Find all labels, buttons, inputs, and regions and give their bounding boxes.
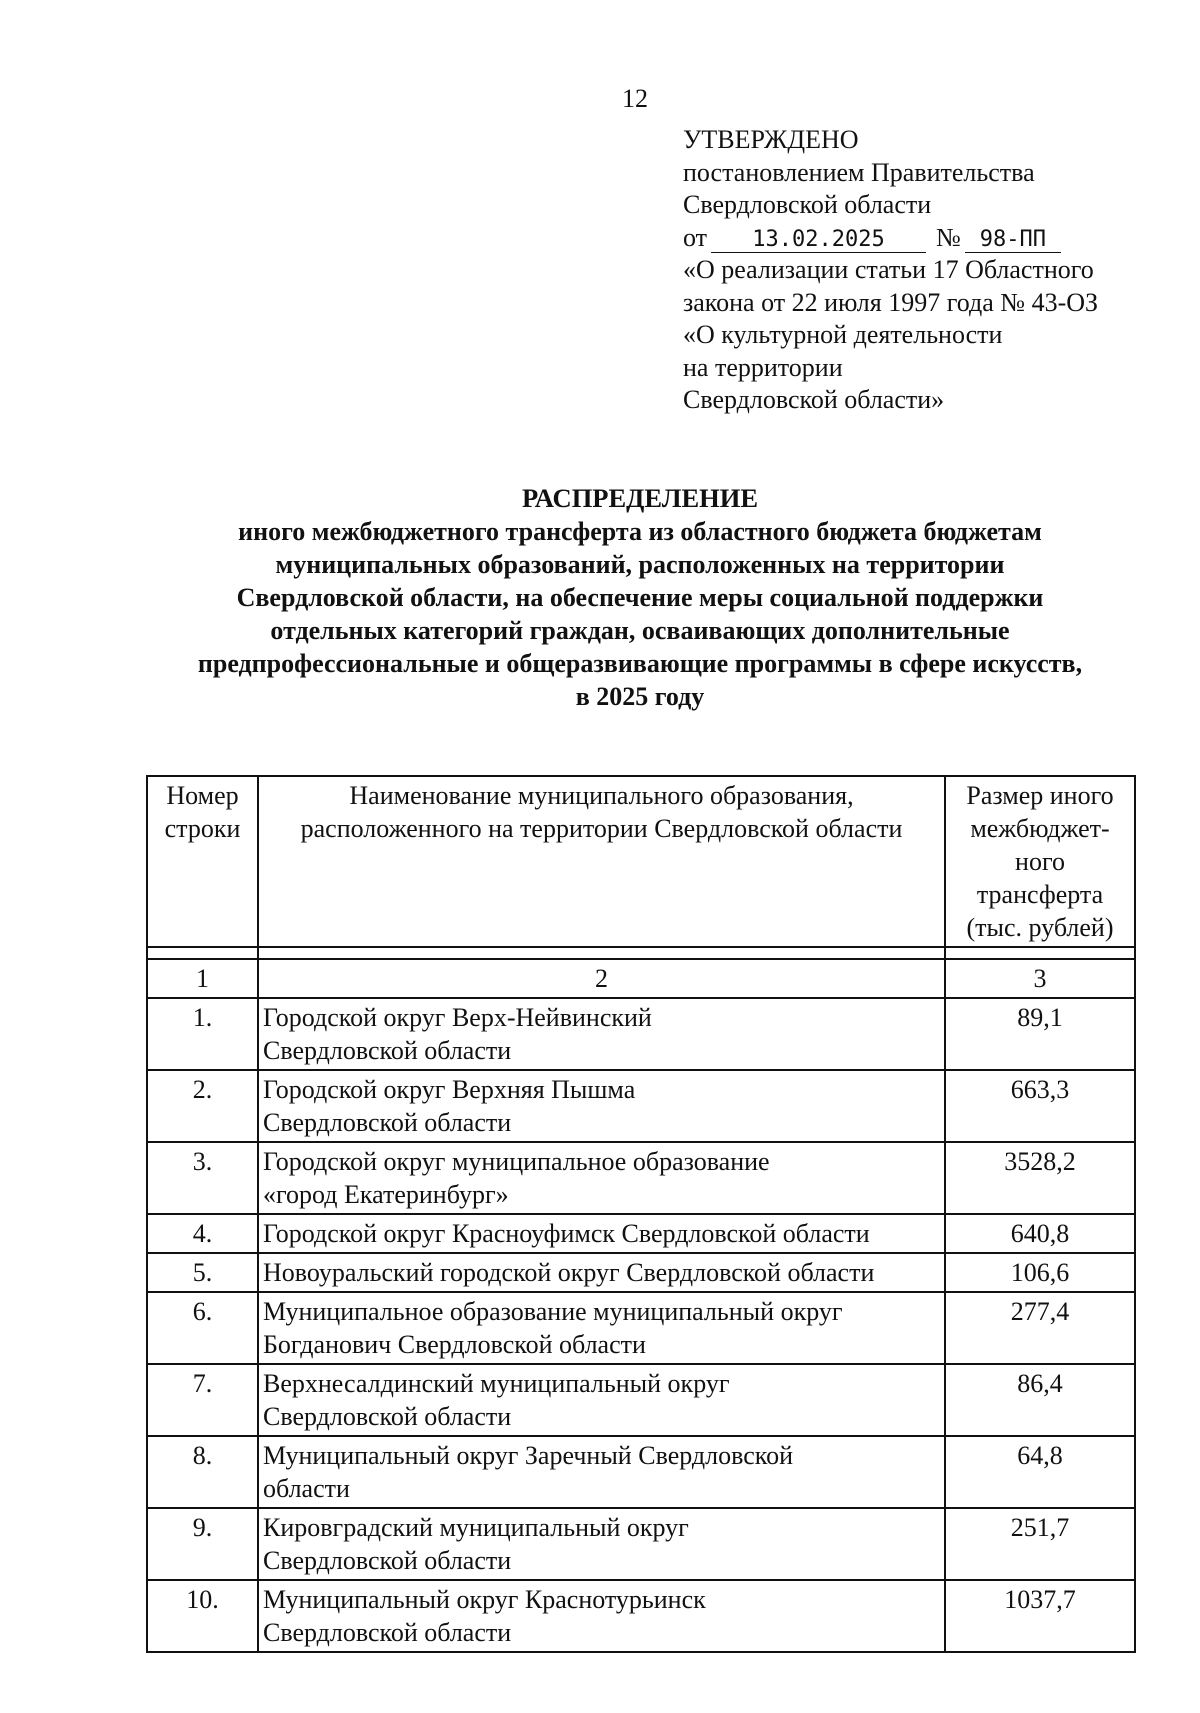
municipality-name bbox=[258, 1070, 945, 1142]
header-text: Номер bbox=[166, 781, 239, 810]
transfer-amount: 64,8 bbox=[945, 1436, 1135, 1508]
transfer-amount: 3528,2 bbox=[945, 1142, 1135, 1214]
transfer-amount: 89,1 bbox=[945, 998, 1135, 1070]
title-line-6: в 2025 году bbox=[575, 682, 705, 711]
municipality-name-line: Свердловской области bbox=[263, 1036, 512, 1065]
approval-line-5: закона от 22 июля 1997 года № 43-ОЗ bbox=[683, 287, 1099, 317]
transfer-amount: 663,3 bbox=[945, 1070, 1135, 1142]
header-text: ного bbox=[1015, 847, 1065, 876]
separator-cell bbox=[147, 947, 258, 959]
municipality-name-line: Городской округ Верхняя Пышма bbox=[263, 1075, 636, 1104]
municipality-name bbox=[258, 1436, 945, 1508]
municipality-name bbox=[258, 1364, 945, 1436]
distribution-table bbox=[146, 775, 1136, 1653]
approval-line-4: «О реализации статьи 17 Областного bbox=[683, 255, 1094, 284]
header-amount bbox=[945, 776, 1135, 947]
title-line-2: муниципальных образований, расположенных на территории bbox=[275, 550, 1005, 579]
header-text: Размер иного bbox=[966, 781, 1114, 810]
title-line-1: иного межбюджетного трансферта из областного бюджета бюджетам bbox=[238, 517, 1042, 546]
separator-cell bbox=[258, 947, 945, 959]
header-text: межбюджет- bbox=[970, 814, 1110, 843]
municipality-name-line: Свердловской области bbox=[263, 1108, 512, 1137]
municipality-name-line: Свердловской области bbox=[263, 1618, 512, 1647]
approval-line-1: постановлением Правительства bbox=[683, 157, 1035, 187]
table-row bbox=[147, 998, 1135, 1070]
row-number: 2. bbox=[147, 1070, 258, 1142]
municipality-name-line: Муниципальный округ Краснотурьинск bbox=[263, 1585, 706, 1614]
approval-date: 13.02.2025 bbox=[711, 228, 926, 253]
municipality-name bbox=[258, 1508, 945, 1580]
separator-cell bbox=[945, 947, 1135, 959]
municipality-name bbox=[258, 1142, 945, 1214]
municipality-name bbox=[258, 1253, 945, 1292]
approval-number: 98-ПП bbox=[965, 228, 1061, 253]
row-number: 3. bbox=[147, 1142, 258, 1214]
page-number: 12 bbox=[622, 84, 648, 113]
table-row bbox=[147, 1142, 1135, 1214]
municipality-name-line: Верхнесалдинский муниципальный округ bbox=[263, 1369, 730, 1398]
header-text: строки bbox=[164, 814, 241, 843]
municipality-name-line: Богданович Свердловской области bbox=[263, 1330, 646, 1359]
title-line-5: предпрофессиональные и общеразвивающие программы в сфере искусств, bbox=[197, 649, 1083, 678]
approval-line-6: «О культурной деятельности bbox=[683, 320, 1003, 349]
table-body bbox=[147, 998, 1135, 1652]
transfer-amount: 1037,7 bbox=[945, 1580, 1135, 1652]
approval-date-number-line bbox=[683, 222, 1098, 255]
column-index: 2 bbox=[258, 959, 945, 998]
table-row bbox=[147, 1292, 1135, 1364]
municipality-name bbox=[258, 998, 945, 1070]
header-text: расположенного на территории Свердловской области bbox=[300, 814, 903, 843]
row-number: 9. bbox=[147, 1508, 258, 1580]
table-row bbox=[147, 1070, 1135, 1142]
header-text: (тыс. рублей) bbox=[966, 913, 1114, 942]
municipality-name-line: Городской округ Красноуфимск Свердловской области bbox=[263, 1219, 870, 1248]
row-number: 4. bbox=[147, 1214, 258, 1253]
approved-label: УТВЕРЖДЕНО bbox=[683, 125, 859, 154]
column-index: 3 bbox=[945, 959, 1135, 998]
row-number: 8. bbox=[147, 1436, 258, 1508]
header-text: трансферта bbox=[976, 880, 1104, 909]
from-label: от bbox=[683, 222, 708, 252]
approval-line-8: Свердловской области» bbox=[683, 385, 945, 414]
municipality-name bbox=[258, 1580, 945, 1652]
row-number: 6. bbox=[147, 1292, 258, 1364]
table-row bbox=[147, 1436, 1135, 1508]
approval-stamp bbox=[683, 124, 1098, 417]
municipality-name bbox=[258, 1214, 945, 1253]
municipality-name-line: области bbox=[263, 1474, 350, 1503]
table-row bbox=[147, 1508, 1135, 1580]
table-row bbox=[147, 1364, 1135, 1436]
row-number: 7. bbox=[147, 1364, 258, 1436]
municipality-name-line: Муниципальный округ Заречный Свердловской bbox=[263, 1441, 793, 1470]
municipality-name-line: Городской округ Верх-Нейвинский bbox=[263, 1003, 652, 1032]
row-number: 10. bbox=[147, 1580, 258, 1652]
table-row bbox=[147, 1214, 1135, 1253]
transfer-amount: 106,6 bbox=[945, 1253, 1135, 1292]
municipality-name-line: Городской округ муниципальное образование bbox=[263, 1147, 770, 1176]
transfer-amount: 277,4 bbox=[945, 1292, 1135, 1364]
header-text: Наименование муниципального образования, bbox=[349, 781, 854, 810]
header-separator bbox=[147, 947, 1135, 959]
municipality-name-line: Муниципальное образование муниципальный округ bbox=[263, 1297, 843, 1326]
approval-line-7: на территории bbox=[683, 352, 843, 382]
title-heading: РАСПРЕДЕЛЕНИЕ bbox=[521, 483, 759, 513]
row-number: 1. bbox=[147, 998, 258, 1070]
row-number: 5. bbox=[147, 1253, 258, 1292]
header-municipality bbox=[258, 776, 945, 947]
municipality-name bbox=[258, 1292, 945, 1364]
transfer-amount: 86,4 bbox=[945, 1364, 1135, 1436]
municipality-name-line: Кировградский муниципальный округ bbox=[263, 1513, 689, 1542]
header-row-number bbox=[147, 776, 258, 947]
title-line-3: Свердловской области, на обеспечение меры социальной поддержки bbox=[236, 583, 1044, 612]
transfer-amount: 251,7 bbox=[945, 1508, 1135, 1580]
number-label: № bbox=[936, 222, 961, 252]
table-row bbox=[147, 1253, 1135, 1292]
column-index: 1 bbox=[147, 959, 258, 998]
column-index-row bbox=[147, 959, 1135, 998]
municipality-name-line: Свердловской области bbox=[263, 1402, 512, 1431]
municipality-name-line: «город Екатеринбург» bbox=[263, 1180, 509, 1209]
document-title bbox=[100, 482, 1180, 713]
approval-line-2: Свердловской области bbox=[683, 190, 932, 219]
table-row bbox=[147, 1580, 1135, 1652]
table-header-row bbox=[147, 776, 1135, 947]
municipality-name-line: Новоуральский городской округ Свердловской области bbox=[263, 1258, 875, 1287]
municipality-name-line: Свердловской области bbox=[263, 1546, 512, 1575]
title-line-4: отдельных категорий граждан, осваивающих дополнительные bbox=[270, 616, 1010, 645]
transfer-amount: 640,8 bbox=[945, 1214, 1135, 1253]
